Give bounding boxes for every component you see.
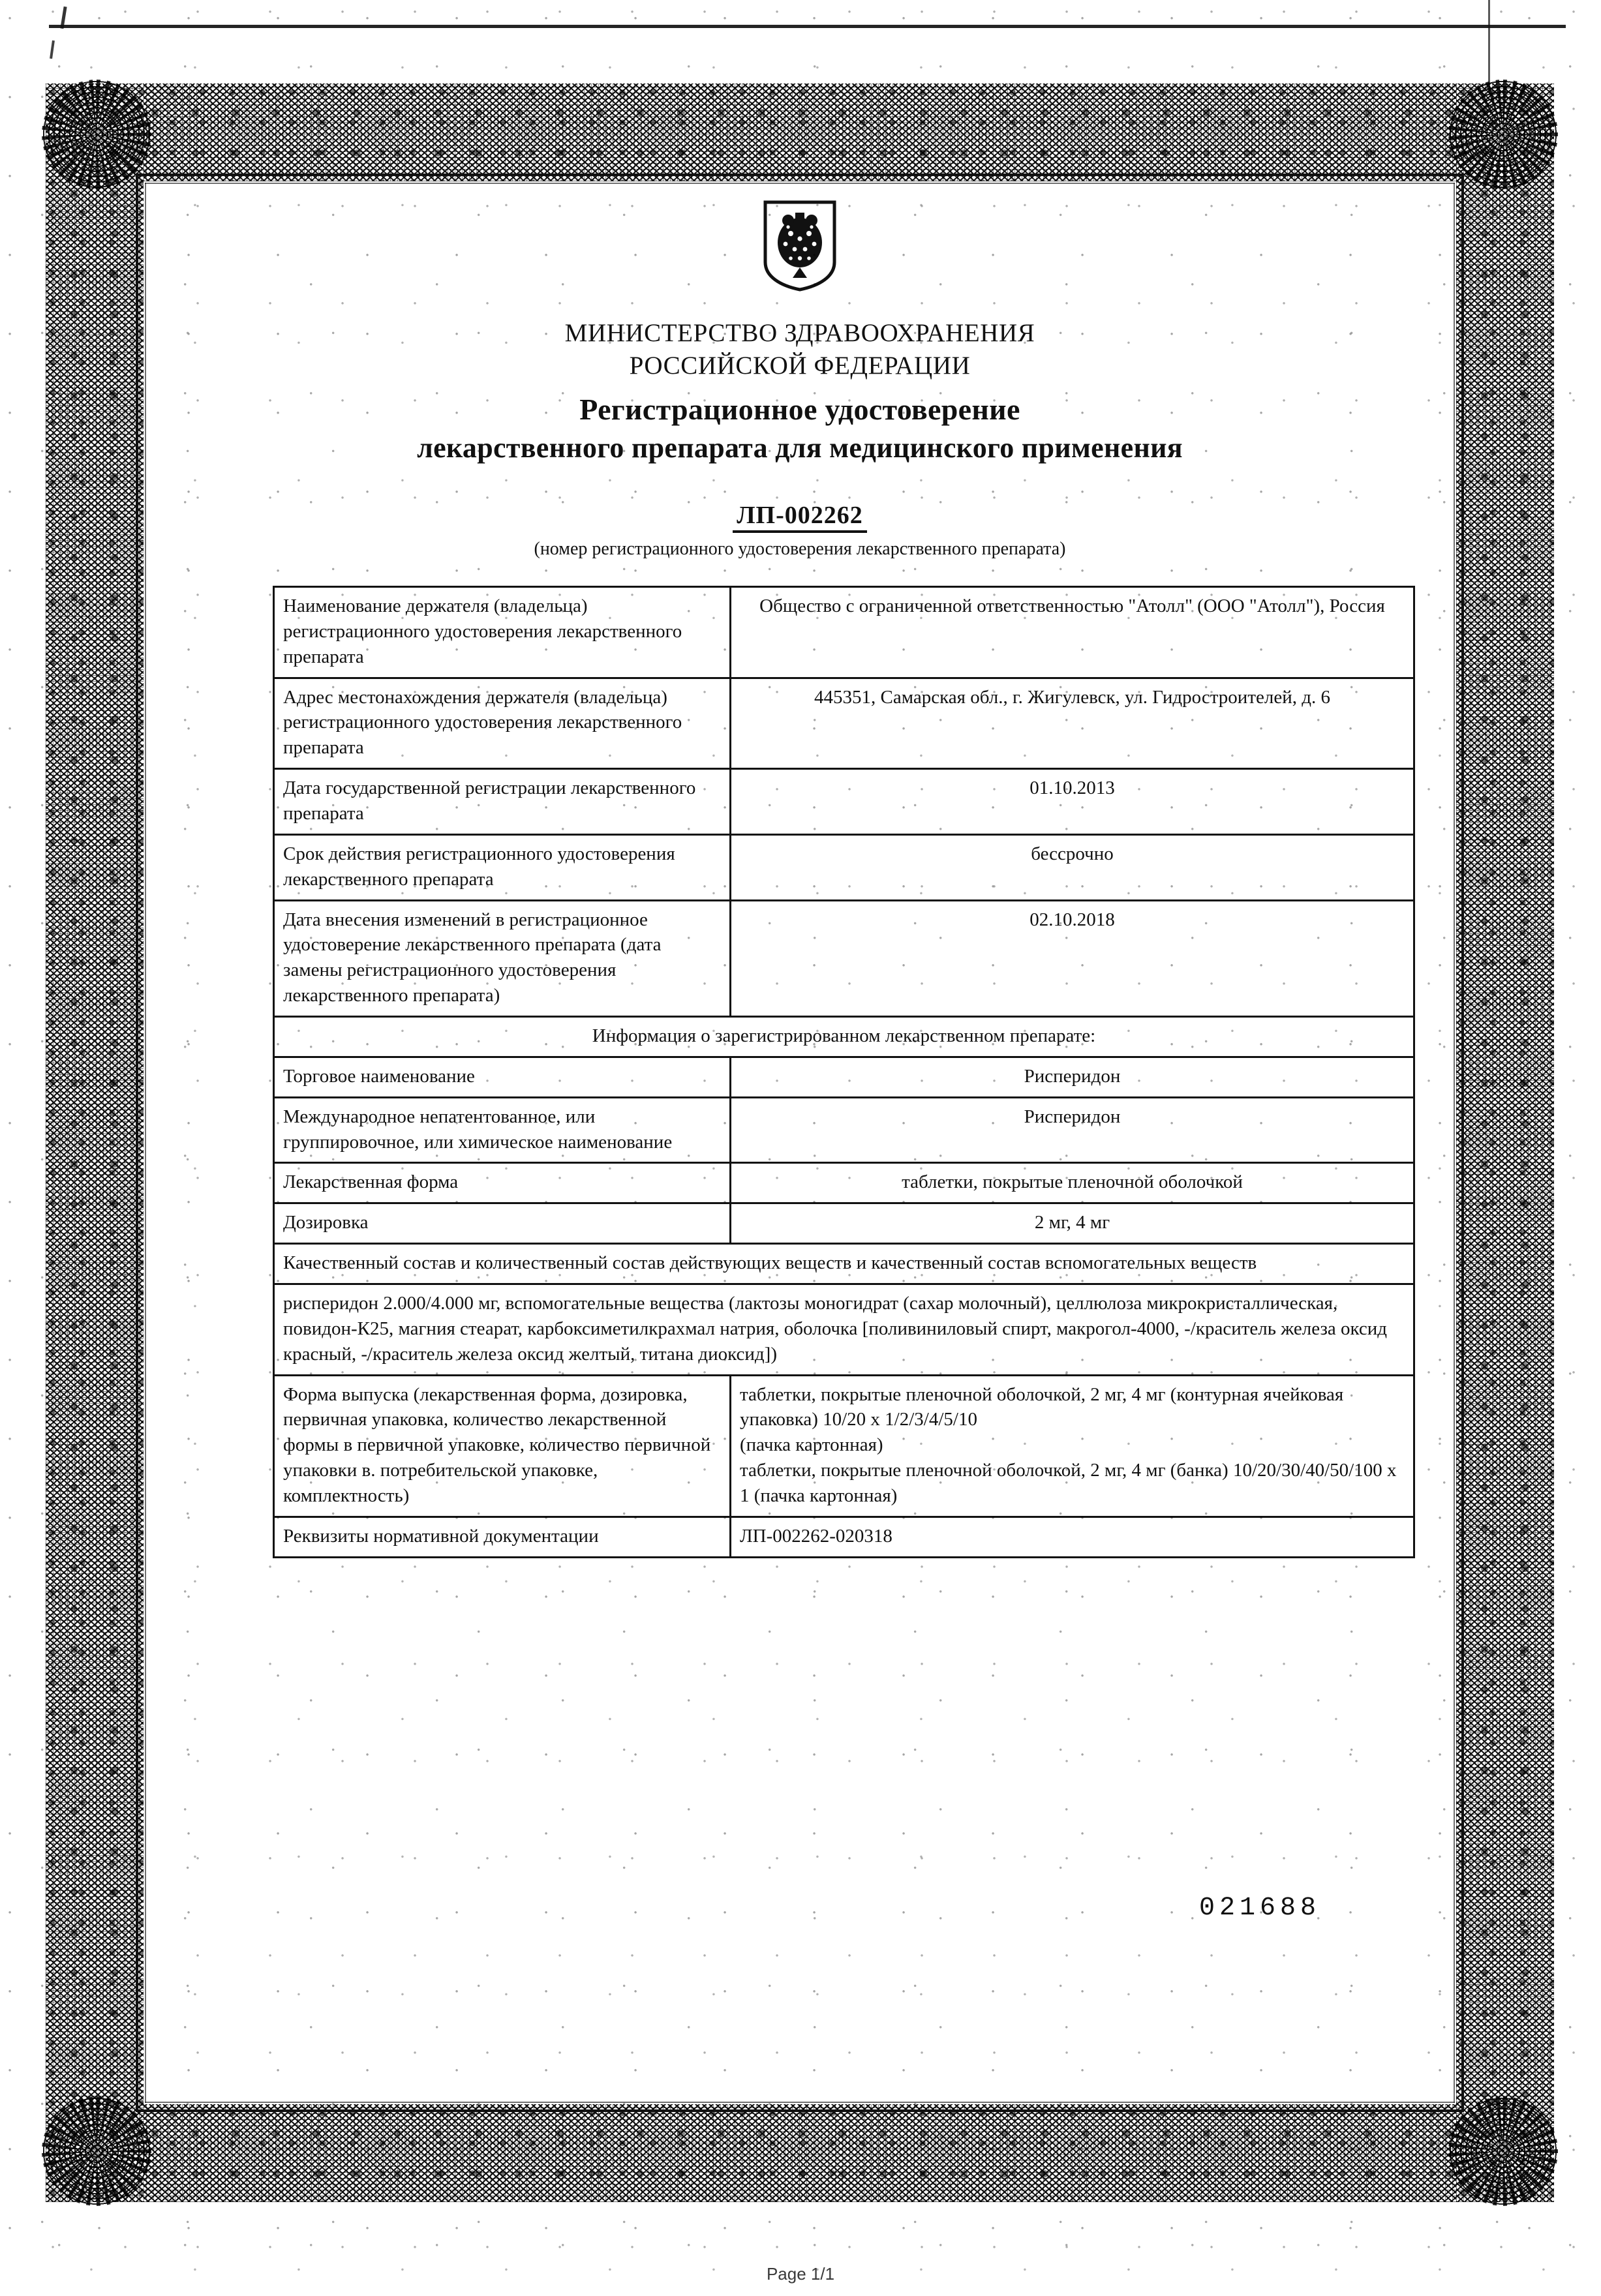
row-label-registration-date: Дата государственной регистрации лекарственного препарата [274, 769, 731, 835]
row-value-dosage: 2 мг, 4 мг [731, 1203, 1414, 1244]
inner-rule-right [1461, 174, 1464, 2112]
serial-number: 021688 [1198, 1894, 1320, 1923]
row-value-trade-name: Рисперидон [731, 1057, 1414, 1097]
corner-rosette-top-left [42, 80, 151, 189]
table-row [274, 1284, 1414, 1376]
inner-rule-left [136, 174, 138, 2112]
section-header-drug-info: Информация о зарегистрированном лекарственном препарате: [274, 1017, 1414, 1057]
row-value-documentation: ЛП-002262-020318 [731, 1517, 1414, 1557]
corner-rosette-top-right [1448, 80, 1558, 189]
table-row [274, 678, 1414, 769]
table-row [274, 1163, 1414, 1203]
row-label-dosage-form: Лекарственная форма [274, 1163, 731, 1203]
row-label-documentation: Реквизиты нормативной документации [274, 1517, 731, 1557]
page-title [157, 390, 1443, 466]
row-value-release-form [731, 1375, 1414, 1517]
row-label-inn: Международное непатентованное, или группировочное, или химическое наименование [274, 1097, 731, 1163]
table-row [274, 900, 1414, 1016]
ministry-heading [157, 317, 1443, 382]
row-label-release-form: Форма выпуска (лекарственная форма, дозировка, первичная упаковка, количество лекарственной формы в первичной упаковке, количество первичной упаковки в. потребительской упаковке, комплектность) [274, 1375, 731, 1517]
release-form-line-3: таблетки, покрытые пленочной оболочкой, 2 мг, 4 мг (банка) 10/20/30/40/50/100 х 1 (пачка картонная) [740, 1460, 1397, 1507]
table-section-header-row [274, 1017, 1414, 1057]
ornamental-border-top [46, 83, 1554, 181]
row-value-holder-address: 445351, Самарская обл., г. Жигулевск, ул. Гидростроителей, д. 6 [731, 678, 1414, 769]
inner-rule-top [136, 174, 1464, 176]
inner-rule-right-thin [1454, 183, 1455, 2103]
ministry-line-1: МИНИСТЕРСТВО ЗДРАВООХРАНЕНИЯ [564, 319, 1035, 347]
table-row [274, 1517, 1414, 1557]
row-label-dosage: Дозировка [274, 1203, 731, 1244]
table-row [274, 769, 1414, 835]
ornamental-border-right [1456, 83, 1554, 2202]
row-value-inn: Рисперидон [731, 1097, 1414, 1163]
scan-artifact-line [49, 25, 1566, 28]
corner-rosette-bottom-right [1448, 2096, 1558, 2206]
registration-number-caption: (номер регистрационного удостоверения лекарственного препарата) [534, 539, 1066, 559]
ornamental-border-bottom [46, 2104, 1554, 2202]
russian-coat-of-arms-icon [762, 200, 838, 295]
page-footer: Page 1/1 [766, 2264, 835, 2284]
table-row [274, 1203, 1414, 1244]
row-label-holder-name: Наименование держателя (владельца) регистрационного удостоверения лекарственного препарата [274, 587, 731, 678]
table-row [274, 834, 1414, 900]
registration-number [157, 501, 1443, 530]
scan-artifact-edge-upper [1488, 0, 1490, 85]
row-value-amendment-date: 02.10.2018 [731, 900, 1414, 1016]
title-line-1: Регистрационное удостоверение [579, 393, 1020, 426]
composition-text: рисперидон 2.000/4.000 мг, вспомогательные вещества (лактозы моногидрат (сахар молочный), целлюлоза микрокристаллическая, повидон-К25, магния стеарат, карбоксиметилкрахмал натрия, оболочка [поливиниловый спирт, макрогол-4000, -/краситель железа оксид красный, -/краситель железа оксид желтый, титана диоксид]) [274, 1284, 1414, 1376]
ornamental-border-left [46, 83, 144, 2202]
section-header-composition: Качественный состав и количественный состав действующих веществ и качественный состав вспомогательных веществ [274, 1244, 1414, 1284]
scan-artifact-tick-lower [50, 40, 55, 59]
certificate-content [157, 194, 1443, 2091]
ministry-line-2: РОССИЙСКОЙ ФЕДЕРАЦИИ [629, 351, 971, 380]
certificate-border-frame [46, 83, 1554, 2202]
certificate-table [273, 586, 1415, 1558]
inner-rule-bottom [136, 2109, 1464, 2112]
inner-rule-bottom-thin [145, 2102, 1455, 2103]
inner-rule-top-thin [145, 183, 1455, 184]
corner-rosette-bottom-left [42, 2096, 151, 2206]
row-value-dosage-form: таблетки, покрытые пленочной оболочкой [731, 1163, 1414, 1203]
release-form-line-2: (пачка картонная) [740, 1434, 883, 1456]
table-row [274, 587, 1414, 678]
title-line-2: лекарственного препарата для медицинского применения [417, 431, 1183, 464]
table-section-header-row [274, 1244, 1414, 1284]
row-label-trade-name: Торговое наименование [274, 1057, 731, 1097]
row-label-validity-period: Срок действия регистрационного удостоверения лекарственного препарата [274, 834, 731, 900]
row-value-registration-date: 01.10.2013 [731, 769, 1414, 835]
table-row [274, 1097, 1414, 1163]
table-row [274, 1057, 1414, 1097]
inner-rule-left-thin [145, 183, 146, 2103]
row-value-holder-name: Общество с ограниченной ответственностью "Атолл" (ООО "Атолл"), Россия [731, 587, 1414, 678]
row-value-validity-period: бессрочно [731, 834, 1414, 900]
row-label-holder-address: Адрес местонахождения держателя (владельца) регистрационного удостоверения лекарственного препарата [274, 678, 731, 769]
row-label-amendment-date: Дата внесения изменений в регистрационное удостоверение лекарственного препарата (дата замены регистрационного удостоверения лекарственного препарата) [274, 900, 731, 1016]
table-row [274, 1375, 1414, 1517]
registration-number-value: ЛП-002262 [733, 502, 867, 533]
release-form-line-1: таблетки, покрытые пленочной оболочкой, 2 мг, 4 мг (контурная ячейковая упаковка) 10/20 х 1/2/3/4/5/10 [740, 1383, 1344, 1430]
